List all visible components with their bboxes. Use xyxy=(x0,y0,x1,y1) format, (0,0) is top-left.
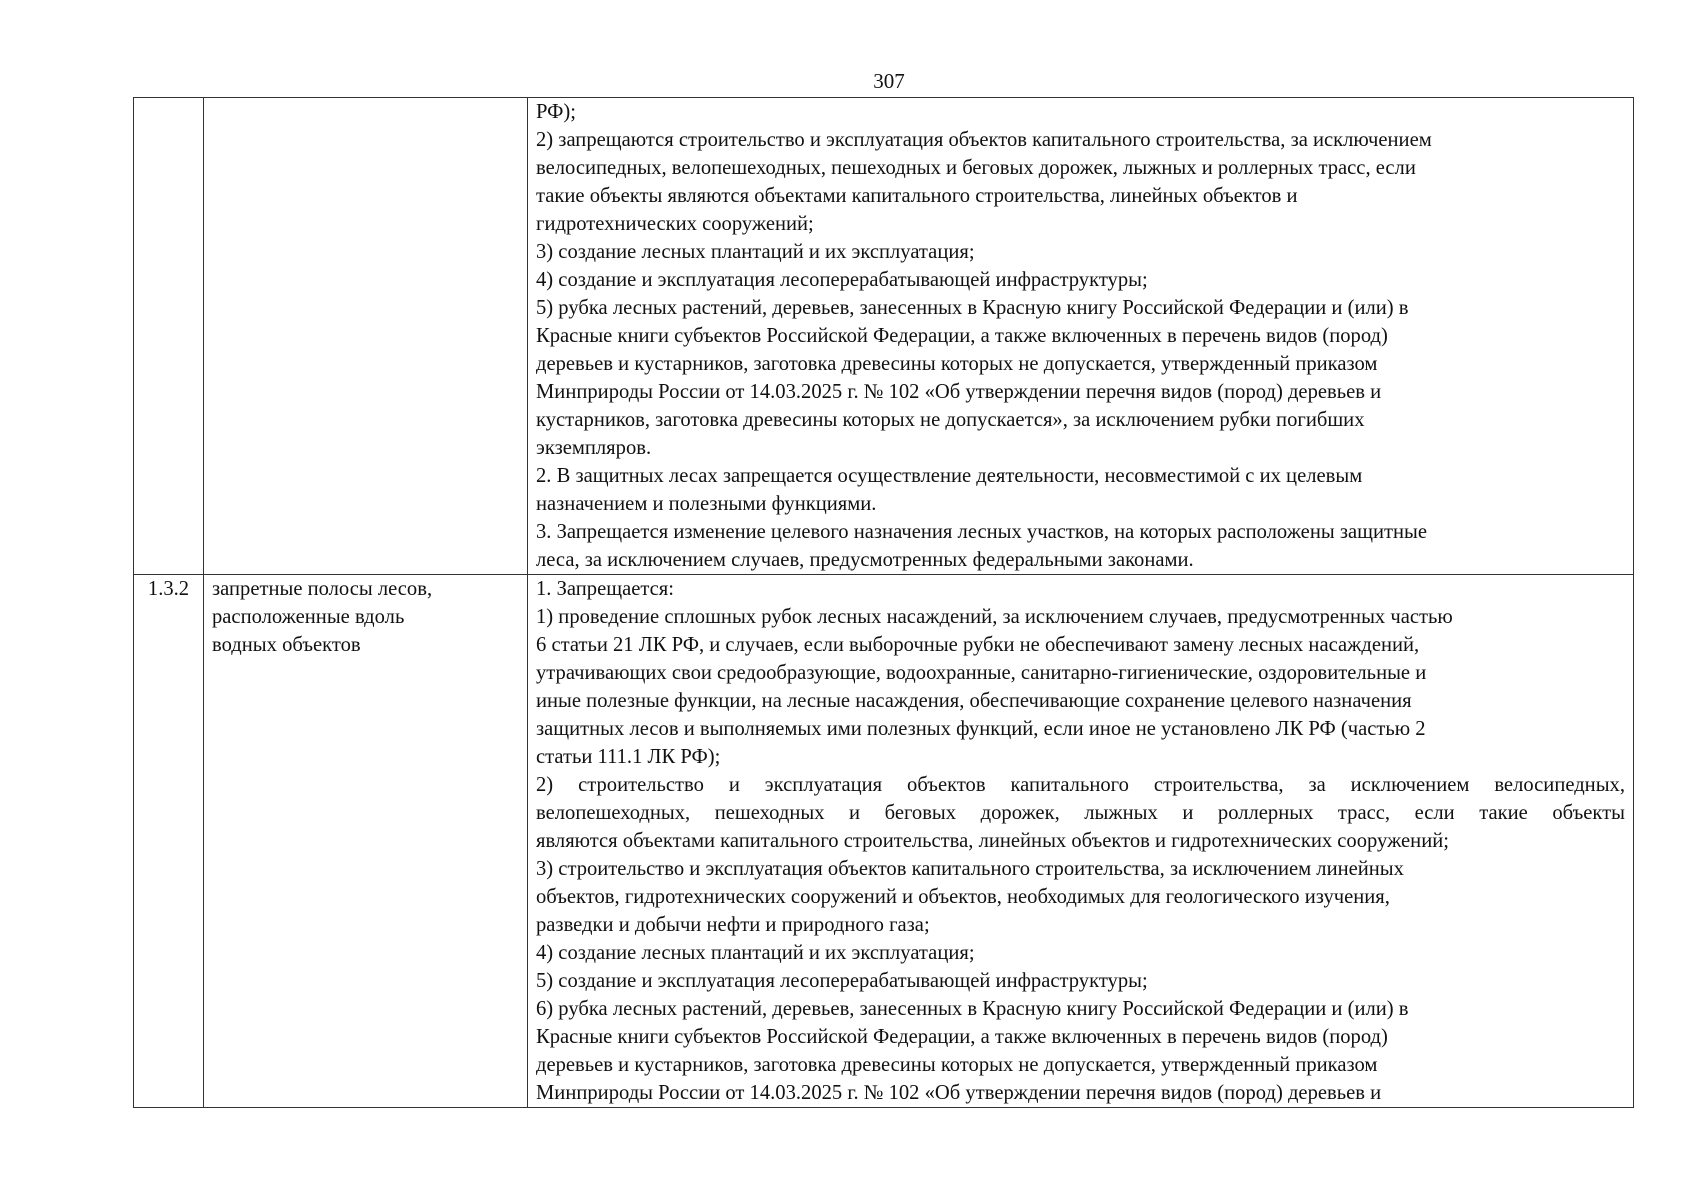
row-text-cell xyxy=(528,98,1634,575)
name-line: расположенные вдоль xyxy=(212,606,405,628)
text-line: велопешеходных, пешеходных и беговых дорожек, лыжных и роллерных трасс, если такие объекты xyxy=(536,802,1625,824)
text-line: разведки и добычи нефти и природного газа; xyxy=(536,914,930,936)
text-line: экземпляров. xyxy=(536,437,652,459)
text-line: статьи 111.1 ЛК РФ); xyxy=(536,746,721,768)
text-line: деревьев и кустарников, заготовка древесины которых не допускается, утвержденный приказом xyxy=(536,1054,1378,1076)
text-line: 3) создание лесных плантаций и их эксплуатация; xyxy=(536,241,975,263)
text-line: кустарников, заготовка древесины которых не допускается», за исключением рубки погибших xyxy=(536,409,1365,431)
text-line: деревьев и кустарников, заготовка древесины которых не допускается, утвержденный приказом xyxy=(536,353,1378,375)
text-line: 2) строительство и эксплуатация объектов капитального строительства, за исключением велосипедных, xyxy=(536,774,1625,796)
text-line: 2. В защитных лесах запрещается осуществление деятельности, несовместимой с их целевым xyxy=(536,465,1363,487)
text-line: леса, за исключением случаев, предусмотренных федеральными законами. xyxy=(536,549,1194,571)
text-line: Красные книги субъектов Российской Федерации, а также включенных в перечень видов (пород) xyxy=(536,325,1388,347)
name-line: запретные полосы лесов, xyxy=(212,578,433,600)
text-line: 1) проведение сплошных рубок лесных насаждений, за исключением случаев, предусмотренных частью xyxy=(536,606,1453,628)
row-code-cell xyxy=(134,98,204,575)
text-line: 6 статьи 21 ЛК РФ, и случаев, если выборочные рубки не обеспечивают замену лесных насаждений, xyxy=(536,634,1420,656)
table-row xyxy=(134,98,1634,575)
row-code-cell: 1.3.2 xyxy=(134,575,204,1108)
text-line: являются объектами капитального строительства, линейных объектов и гидротехнических сооружений; xyxy=(536,830,1449,852)
row-name-cell xyxy=(204,575,528,1108)
text-line: иные полезные функции, на лесные насаждения, обеспечивающие сохранение целевого назначения xyxy=(536,690,1412,712)
text-line: гидротехнических сооружений; xyxy=(536,213,814,235)
text-line: 3) строительство и эксплуатация объектов капитального строительства, за исключением линейных xyxy=(536,858,1404,880)
text-line: 2) запрещаются строительство и эксплуатация объектов капитального строительства, за исключением xyxy=(536,129,1432,151)
text-line: такие объекты являются объектами капитального строительства, линейных объектов и xyxy=(536,185,1298,207)
text-line: утрачивающих свои средообразующие, водоохранные, санитарно-гигиенические, оздоровительные и xyxy=(536,662,1427,684)
text-line: РФ); xyxy=(536,101,576,123)
text-line: Минприроды России от 14.03.2025 г. № 102 «Об утверждении перечня видов (пород) деревьев и xyxy=(536,1082,1382,1104)
text-line: 6) рубка лесных растений, деревьев, занесенных в Красную книгу Российской Федерации и (или) в xyxy=(536,998,1409,1020)
text-line: защитных лесов и выполняемых ими полезных функций, если иное не установлено ЛК РФ (частью 2 xyxy=(536,718,1426,740)
text-line: 1. Запрещается: xyxy=(536,578,674,600)
text-line: 3. Запрещается изменение целевого назначения лесных участков, на которых расположены защитные xyxy=(536,521,1427,543)
text-line: назначением и полезными функциями. xyxy=(536,493,877,515)
text-line: Красные книги субъектов Российской Федерации, а также включенных в перечень видов (пород) xyxy=(536,1026,1388,1048)
regulations-table xyxy=(133,97,1634,1108)
text-line: 4) создание лесных плантаций и их эксплуатация; xyxy=(536,942,975,964)
name-line: водных объектов xyxy=(212,634,361,656)
row-text-cell xyxy=(528,575,1634,1108)
text-line: Минприроды России от 14.03.2025 г. № 102 «Об утверждении перечня видов (пород) деревьев и xyxy=(536,381,1382,403)
table-row xyxy=(134,575,1634,1108)
text-line: объектов, гидротехнических сооружений и объектов, необходимых для геологического изучения, xyxy=(536,886,1390,908)
text-line: велосипедных, велопешеходных, пешеходных и беговых дорожек, лыжных и роллерных трасс, если xyxy=(536,157,1416,179)
text-line: 5) создание и эксплуатация лесоперерабатывающей инфраструктуры; xyxy=(536,970,1148,992)
row-name-cell xyxy=(204,98,528,575)
text-line: 5) рубка лесных растений, деревьев, занесенных в Красную книгу Российской Федерации и (или) в xyxy=(536,297,1409,319)
text-line: 4) создание и эксплуатация лесоперерабатывающей инфраструктуры; xyxy=(536,269,1148,291)
page-number: 307 xyxy=(873,69,905,93)
